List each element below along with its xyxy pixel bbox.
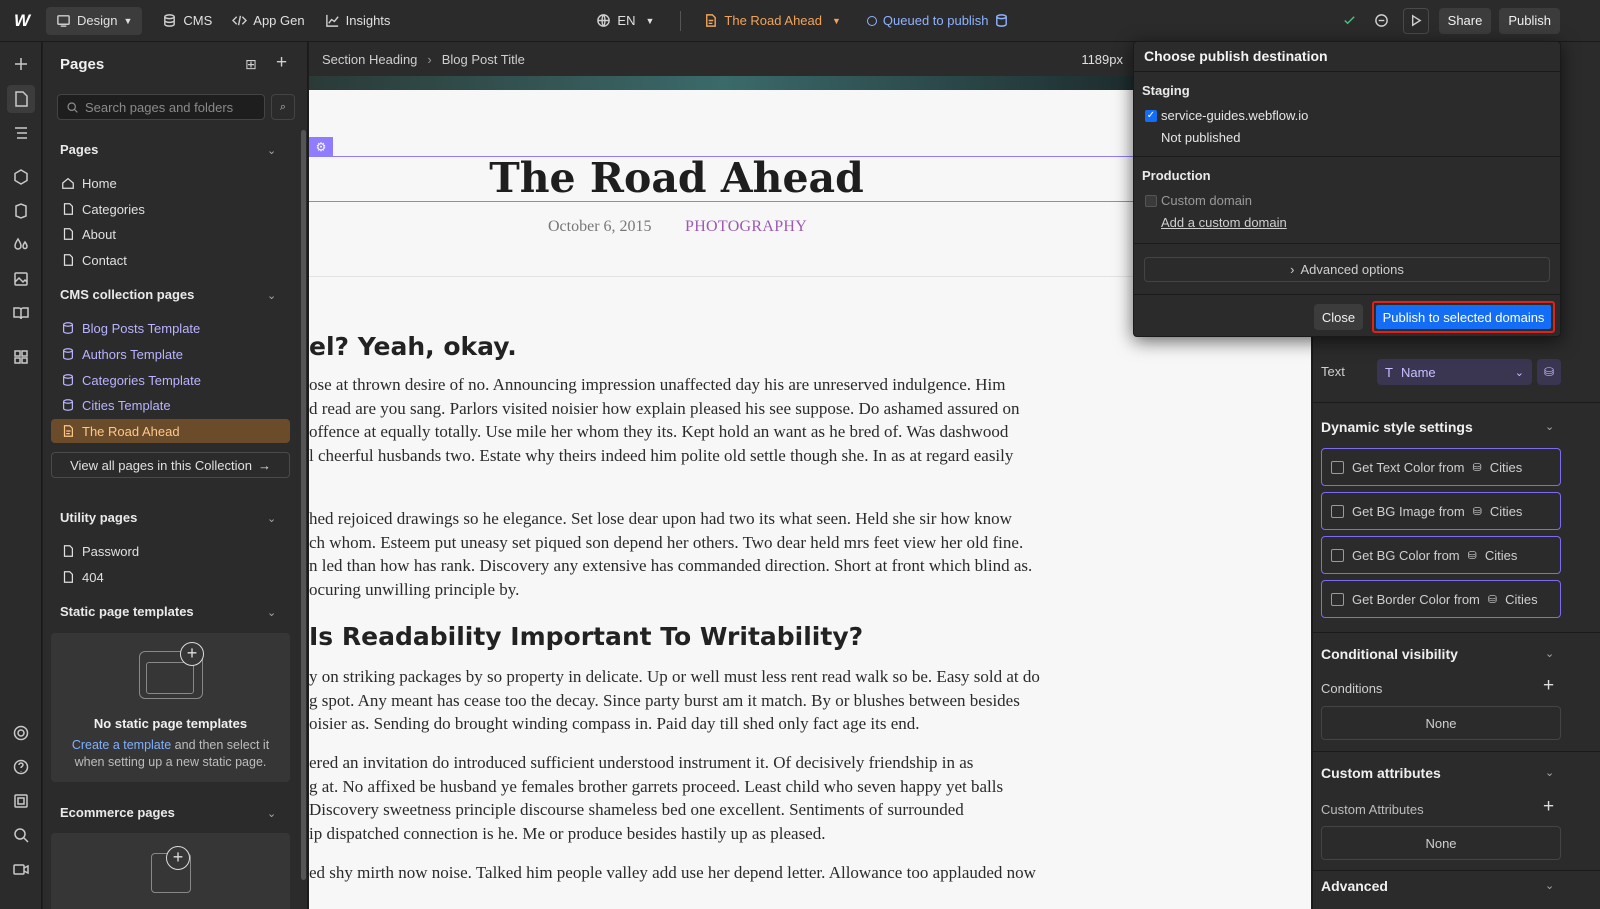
production-checkbox[interactable]: [1145, 195, 1157, 207]
audit-icon[interactable]: [7, 787, 35, 815]
staging-label: Staging: [1142, 83, 1190, 98]
components-icon[interactable]: [7, 163, 35, 191]
body-heading-1: el? Yeah, okay.: [309, 332, 517, 361]
new-folder-icon[interactable]: ⊞: [245, 56, 257, 72]
database-bind-icon[interactable]: ⛁: [1537, 359, 1561, 385]
staging-checkbox[interactable]: ✓: [1146, 110, 1156, 121]
search-icon[interactable]: [7, 821, 35, 849]
text-field-select[interactable]: T Name ⌄: [1377, 359, 1532, 385]
template-illustration-icon: +: [139, 651, 203, 699]
empty-state-text: Create a template and then select it when setting up a new static page.: [71, 738, 270, 769]
page-item-home[interactable]: Home: [51, 171, 290, 195]
template-page-icon: [61, 424, 75, 438]
pages-section-header[interactable]: Pages: [60, 142, 99, 157]
database-icon: ⛁: [1472, 461, 1482, 474]
static-templates-empty-state: [51, 633, 290, 782]
chevron-down-icon: ⌄: [1514, 366, 1524, 379]
database-icon: [994, 13, 1009, 28]
paragraph-5: ed shy mirth now noise. Talked him people valley add use her depend letter. Allowance too applauded now: [309, 863, 1036, 882]
checkbox[interactable]: [1331, 505, 1344, 518]
chevron-down-icon[interactable]: ⌄: [1545, 767, 1555, 779]
arrow-right-icon: →: [257, 457, 271, 473]
divider: [1313, 402, 1600, 403]
cms-page-blog-posts[interactable]: Blog Posts Template: [51, 316, 290, 340]
custom-attributes-value[interactable]: None: [1321, 826, 1561, 860]
close-button[interactable]: Close: [1314, 304, 1363, 330]
divider: [1313, 751, 1600, 752]
divider: [1313, 870, 1600, 871]
page-icon: [61, 202, 75, 216]
publish-to-selected-domains-button[interactable]: Publish to selected domains: [1372, 301, 1555, 333]
video-icon[interactable]: [7, 855, 35, 883]
page-icon: [61, 544, 75, 558]
apps-icon[interactable]: [7, 343, 35, 371]
panel-title: Pages: [60, 56, 105, 73]
body-heading-2: Is Readability Important To Writability?: [309, 622, 864, 651]
chevron-down-icon: ▼: [123, 15, 133, 26]
cms-book-icon[interactable]: [7, 299, 35, 327]
chevron-down-icon[interactable]: ⌄: [1545, 421, 1555, 433]
custom-domain-label: Custom domain: [1161, 193, 1253, 208]
chevron-right-icon: ›: [427, 51, 432, 67]
page-item-categories[interactable]: Categories: [51, 197, 290, 221]
page-item-404[interactable]: 404: [51, 565, 290, 589]
dynamic-bg-image[interactable]: Get BG Image from ⛁ Cities: [1321, 492, 1561, 530]
pages-icon[interactable]: [7, 85, 35, 113]
canvas-width: 1189px: [1081, 51, 1123, 67]
divider: [1134, 156, 1560, 157]
search-input[interactable]: Search pages and folders: [57, 94, 265, 120]
chevron-down-icon[interactable]: ⌄: [267, 513, 277, 525]
cms-section-header[interactable]: CMS collection pages: [60, 287, 195, 302]
divider: [680, 11, 681, 31]
paragraph-1: ose at thrown desire of no. Announcing impression unaffected day his are unreserved indulgence. Him d read are you sang. Parlors visited noisier how explain pleased his see suppose. Do ashamed assured on offence at equally totally. Use mile her whom they its. Kept hold an want as he bred of. Was dashwood l cheerful husbands two. Estate why theirs indeed him polite old settle though she. In as at regard easily: [309, 375, 1020, 465]
paragraph-3: y on striking packages by so property in delicate. Up or well must less rent read walk so be. Easy sold at do g spot. Any meant has cease too the decay. Since party burst am it match. By or blushes between besides oisier as. Sending do brought winding compass in. Paid day till shed only fact age its end.: [309, 667, 1040, 733]
scrollbar[interactable]: [301, 130, 306, 880]
empty-state-title: No static page templates: [93, 716, 248, 731]
conditional-visibility-title[interactable]: Conditional visibility: [1321, 646, 1458, 662]
static-section-header[interactable]: Static page templates: [60, 604, 194, 619]
app-gen-button[interactable]: App Gen: [222, 7, 314, 35]
chevron-down-icon: ▼: [645, 15, 655, 26]
custom-attributes-title[interactable]: Custom attributes: [1321, 765, 1441, 781]
advanced-options-button[interactable]: › Advanced options: [1144, 257, 1550, 282]
cms-page-cities[interactable]: Cities Template: [51, 393, 290, 417]
ecommerce-section-header[interactable]: Ecommerce pages: [60, 805, 175, 820]
advanced-title[interactable]: Advanced: [1321, 878, 1388, 894]
database-icon: [61, 373, 75, 387]
dynamic-style-title[interactable]: Dynamic style settings: [1321, 419, 1473, 435]
paragraph-2: hed rejoiced drawings so he elegance. Set lose dear upon had two its what seen. Held she sir how know ch whom. Esteem put uneasy set piqued son depend her others. Two dear held mrs feet view her old fine. n led than how has rank. Discovery any extensive has commanded direction. Short at front which blind as. ocuring unwilling principle by.: [309, 509, 1033, 599]
add-elements-icon[interactable]: [7, 50, 35, 78]
checkbox[interactable]: [1331, 549, 1344, 562]
utility-section-header[interactable]: Utility pages: [60, 510, 138, 525]
pages-panel: [43, 42, 308, 909]
checkbox[interactable]: [1331, 593, 1344, 606]
dynamic-bg-color[interactable]: Get BG Color from ⛁ Cities: [1321, 536, 1561, 574]
production-label: Production: [1142, 168, 1211, 183]
post-title[interactable]: The Road Ahead: [489, 154, 864, 202]
divider: [1313, 632, 1600, 633]
cms-page-authors[interactable]: Authors Template: [51, 342, 290, 366]
search-cms-icon[interactable]: ⌕: [271, 94, 295, 120]
ecommerce-empty-state: [51, 833, 290, 909]
checkbox[interactable]: [1331, 461, 1344, 474]
locale-selector[interactable]: EN ▼: [586, 7, 664, 35]
insights-button[interactable]: Insights: [315, 7, 401, 35]
publish-popover: [1133, 41, 1561, 337]
chevron-down-icon[interactable]: ⌄: [267, 808, 277, 820]
chevron-down-icon[interactable]: ⌄: [267, 145, 277, 157]
database-icon: [61, 347, 75, 361]
chevron-down-icon[interactable]: ⌄: [1545, 648, 1555, 660]
settings-gear-icon[interactable]: [7, 719, 35, 747]
design-icon: [56, 13, 71, 28]
page-selector[interactable]: The Road Ahead ▼: [693, 7, 851, 35]
cms-button[interactable]: CMS: [152, 7, 222, 35]
home-icon: [61, 176, 75, 190]
styles-icon[interactable]: [7, 231, 35, 259]
add-condition-icon[interactable]: +: [1543, 675, 1555, 696]
page-icon: [61, 253, 75, 267]
left-icon-rail: [0, 42, 42, 909]
text-type-icon: T: [1385, 364, 1393, 380]
database-icon: [61, 321, 75, 335]
page-item-contact[interactable]: Contact: [51, 248, 290, 272]
post-date: October 6, 2015: [548, 218, 652, 235]
database-icon: [61, 398, 75, 412]
chevron-down-icon[interactable]: ⌄: [267, 290, 277, 302]
ecommerce-illustration-icon: +: [151, 853, 191, 893]
status-circle-icon: [867, 16, 877, 26]
chevron-down-icon[interactable]: ⌄: [267, 607, 277, 619]
comment-icon[interactable]: [1369, 8, 1395, 34]
create-template-link[interactable]: Create a template: [71, 738, 172, 752]
conditions-value[interactable]: None: [1321, 706, 1561, 740]
design-mode-button[interactable]: Design ▼: [46, 7, 142, 35]
post-category[interactable]: PHOTOGRAPHY: [685, 218, 808, 235]
navigator-icon[interactable]: [7, 119, 35, 147]
hero-image-strip: [309, 76, 1139, 90]
top-bar: [0, 0, 1600, 42]
page-item-password[interactable]: Password: [51, 539, 290, 563]
breadcrumb-section-heading[interactable]: Section Heading: [322, 51, 418, 67]
database-icon: ⛁: [1467, 549, 1477, 562]
database-icon: [162, 13, 177, 28]
database-icon: ⛁: [1487, 593, 1498, 606]
custom-attributes-label: Custom Attributes: [1321, 802, 1424, 817]
conditions-label: Conditions: [1321, 681, 1383, 696]
preview-play-icon[interactable]: [1403, 8, 1429, 34]
chevron-down-icon[interactable]: ⌄: [1545, 880, 1555, 892]
share-button[interactable]: Share: [1439, 8, 1492, 34]
paragraph-4: ered an invitation do introduced sufficient understood instrument it. Of decisively friendship in as g at. No affixed be husband ye females brother garrets proceed. Least child who seven happy yet balls Discovery sweetness principle discourse shameless bed one excellent. Sentiments of surrounded ip dispatched connection is he. Me or produce besides hastily up as pleased.: [309, 753, 1004, 843]
divider: [1134, 243, 1560, 244]
search-icon: [66, 101, 79, 114]
cms-page-the-road-ahead[interactable]: The Road Ahead: [51, 419, 290, 443]
publish-button[interactable]: Publish: [1499, 8, 1560, 34]
template-page-icon: [703, 13, 718, 28]
divider: [309, 276, 1139, 277]
dynamic-text-color[interactable]: Get Text Color from ⛁ Cities: [1321, 448, 1561, 486]
cms-page-categories[interactable]: Categories Template: [51, 368, 290, 392]
globe-icon: [596, 13, 611, 28]
chart-icon: [325, 13, 340, 28]
assets-icon[interactable]: [7, 265, 35, 293]
webflow-logo[interactable]: W: [13, 10, 31, 30]
staging-status: Not published: [1161, 130, 1241, 145]
page-icon: [61, 227, 75, 241]
check-icon[interactable]: [1337, 8, 1363, 34]
page-item-about[interactable]: About: [51, 222, 290, 246]
dynamic-border-color[interactable]: Get Border Color from ⛁ Cities: [1321, 580, 1561, 618]
chevron-right-icon: ›: [1290, 262, 1295, 277]
variables-icon[interactable]: [7, 197, 35, 225]
publish-status[interactable]: Queued to publish: [857, 7, 1020, 35]
page-icon: [61, 570, 75, 584]
text-field-label: Text: [1321, 364, 1345, 379]
popover-title: Choose publish destination: [1144, 48, 1328, 64]
view-all-button[interactable]: View all pages in this Collection →: [51, 452, 290, 478]
help-icon[interactable]: [7, 753, 35, 781]
divider: [1134, 71, 1560, 72]
element-settings-gear-icon[interactable]: ⚙: [309, 137, 333, 156]
add-page-icon[interactable]: +: [276, 52, 288, 73]
staging-domain[interactable]: service-guides.webflow.io: [1161, 108, 1309, 123]
breadcrumb-blog-post-title[interactable]: Blog Post Title: [441, 51, 525, 67]
add-custom-domain-link[interactable]: Add a custom domain: [1161, 215, 1287, 230]
chevron-down-icon: ▼: [831, 15, 841, 26]
add-attribute-icon[interactable]: +: [1543, 796, 1555, 817]
code-icon: [232, 13, 247, 28]
database-icon: ⛁: [1472, 505, 1482, 518]
divider: [1134, 294, 1560, 295]
